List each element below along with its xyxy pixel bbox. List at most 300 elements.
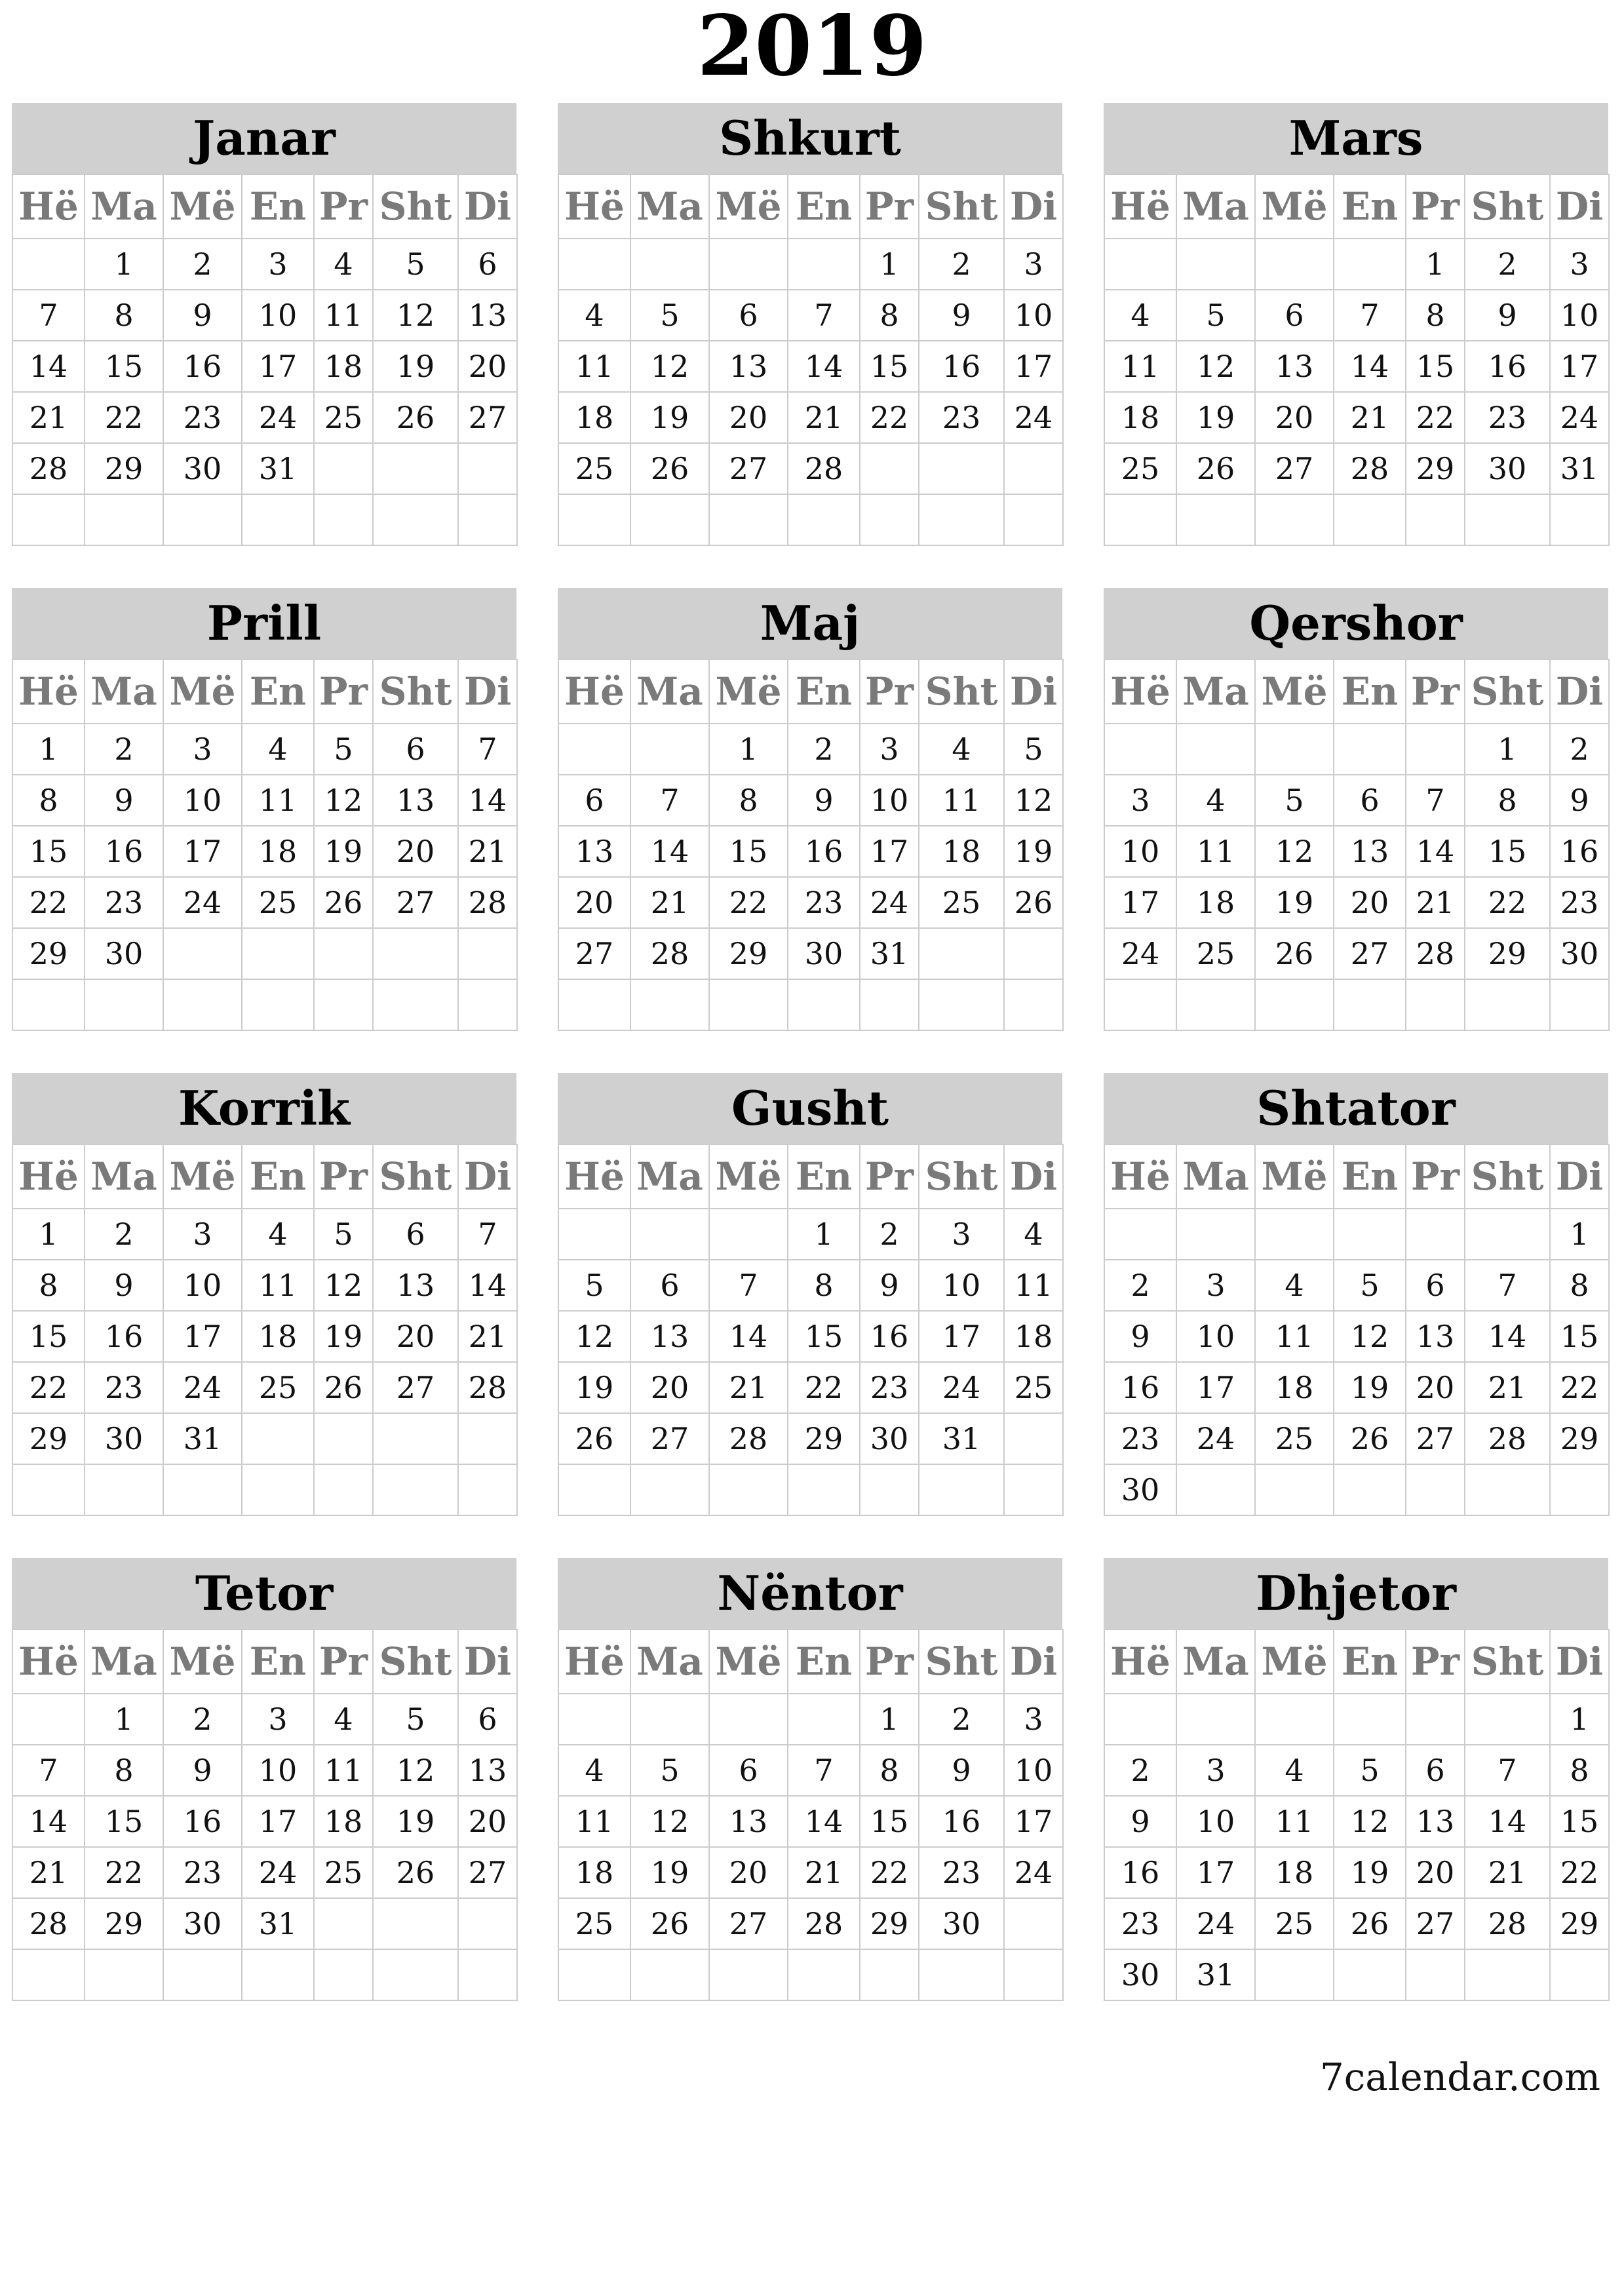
- month-grid: [12, 659, 518, 1031]
- day-cell: 15: [1550, 1311, 1609, 1362]
- weekday-label: Di: [1004, 659, 1063, 724]
- day-cell: [709, 1949, 788, 2000]
- day-cell: [242, 979, 314, 1030]
- day-cell: 28: [1334, 443, 1406, 494]
- day-cell: 20: [373, 1311, 458, 1362]
- day-cell: [1255, 239, 1334, 290]
- day-cell: 5: [373, 1694, 458, 1745]
- day-cell: [860, 1464, 919, 1515]
- day-cell: 8: [12, 1260, 85, 1311]
- day-cell: 3: [1550, 239, 1609, 290]
- day-cell: 1: [85, 239, 163, 290]
- day-cell: [458, 1898, 517, 1949]
- week-row: [1104, 443, 1609, 494]
- day-cell: [1334, 1694, 1406, 1745]
- day-cell: 8: [860, 1745, 919, 1796]
- day-cell: [1176, 1209, 1255, 1260]
- day-cell: 28: [709, 1413, 788, 1464]
- day-cell: 4: [558, 290, 630, 341]
- day-cell: [1465, 1464, 1550, 1515]
- day-cell: [788, 1949, 860, 2000]
- day-cell: [12, 979, 85, 1030]
- day-cell: 16: [788, 826, 860, 877]
- day-cell: 22: [1406, 392, 1465, 443]
- day-cell: 12: [314, 1260, 373, 1311]
- day-cell: 6: [1406, 1260, 1465, 1311]
- weekday-label: Pr: [1406, 659, 1465, 724]
- day-cell: 25: [1004, 1362, 1063, 1413]
- day-cell: 12: [314, 775, 373, 826]
- day-cell: 14: [458, 775, 517, 826]
- day-cell: 24: [1550, 392, 1609, 443]
- day-cell: 9: [1465, 290, 1550, 341]
- weekday-label: Sht: [1465, 174, 1550, 239]
- day-cell: 23: [163, 1847, 242, 1898]
- day-cell: 14: [788, 341, 860, 392]
- day-cell: 16: [1104, 1362, 1176, 1413]
- day-cell: 29: [12, 1413, 85, 1464]
- week-row: [558, 1949, 1063, 2000]
- weekday-label: Pr: [860, 174, 919, 239]
- day-cell: 28: [458, 1362, 517, 1413]
- week-row: [558, 775, 1063, 826]
- weekday-label: Pr: [1406, 174, 1465, 239]
- day-cell: 28: [630, 928, 709, 979]
- day-cell: [373, 1464, 458, 1515]
- day-cell: 20: [458, 1796, 517, 1847]
- day-cell: 6: [558, 775, 630, 826]
- day-cell: [788, 1694, 860, 1745]
- day-cell: [373, 979, 458, 1030]
- weekday-label: Pr: [1406, 1144, 1465, 1209]
- day-cell: [1550, 1949, 1609, 2000]
- weekday-label: Di: [1004, 174, 1063, 239]
- day-cell: 5: [630, 290, 709, 341]
- day-cell: [709, 1464, 788, 1515]
- weekday-label: Pr: [314, 1144, 373, 1209]
- weekday-label: Di: [1550, 1144, 1609, 1209]
- week-row: [12, 1796, 517, 1847]
- day-cell: 7: [630, 775, 709, 826]
- weekday-label: Ma: [85, 659, 163, 724]
- weekday-label: En: [242, 1144, 314, 1209]
- day-cell: [709, 239, 788, 290]
- day-cell: 6: [1406, 1745, 1465, 1796]
- month-name: Qershor: [1104, 588, 1608, 659]
- weekday-label: Ma: [1176, 659, 1255, 724]
- day-cell: 5: [630, 1745, 709, 1796]
- weekday-label: Sht: [1465, 659, 1550, 724]
- week-row: [1104, 1362, 1609, 1413]
- month-name: Dhjetor: [1104, 1558, 1608, 1629]
- day-cell: 21: [458, 1311, 517, 1362]
- day-cell: 11: [919, 775, 1004, 826]
- day-cell: 20: [1334, 877, 1406, 928]
- weekday-label: En: [1334, 1144, 1406, 1209]
- day-cell: 3: [1004, 1694, 1063, 1745]
- week-row: [12, 392, 517, 443]
- weekday-label: Hë: [558, 174, 630, 239]
- month-calendar: [12, 103, 516, 547]
- day-cell: [709, 494, 788, 545]
- day-cell: [709, 1694, 788, 1745]
- month-name: Gusht: [558, 1073, 1062, 1144]
- day-cell: [788, 1464, 860, 1515]
- weekday-label: Më: [1255, 174, 1334, 239]
- weekday-label: Më: [163, 174, 242, 239]
- day-cell: 15: [85, 341, 163, 392]
- weekday-label: Ma: [85, 174, 163, 239]
- week-row: [1104, 979, 1609, 1030]
- site-link[interactable]: 7calendar.com: [1319, 2055, 1600, 2099]
- day-cell: 23: [85, 1362, 163, 1413]
- day-cell: 17: [1176, 1362, 1255, 1413]
- day-cell: 24: [1004, 392, 1063, 443]
- week-row: [558, 239, 1063, 290]
- weekday-label: Ma: [630, 174, 709, 239]
- day-cell: [314, 1464, 373, 1515]
- weekday-label: Hë: [558, 1629, 630, 1694]
- day-cell: 29: [1550, 1898, 1609, 1949]
- day-cell: 25: [314, 392, 373, 443]
- month-calendar: [12, 588, 516, 1032]
- day-cell: 6: [458, 1694, 517, 1745]
- day-cell: 2: [85, 724, 163, 775]
- week-row: [12, 724, 517, 775]
- day-cell: 7: [788, 290, 860, 341]
- day-cell: [1465, 979, 1550, 1030]
- day-cell: [558, 494, 630, 545]
- day-cell: 26: [373, 1847, 458, 1898]
- weekday-label: Di: [458, 1144, 517, 1209]
- day-cell: 6: [1334, 775, 1406, 826]
- day-cell: 1: [1465, 724, 1550, 775]
- weekday-header-row: [1104, 659, 1609, 724]
- week-row: [1104, 494, 1609, 545]
- day-cell: 17: [163, 1311, 242, 1362]
- day-cell: 22: [12, 877, 85, 928]
- day-cell: 5: [1004, 724, 1063, 775]
- day-cell: [1550, 1464, 1609, 1515]
- day-cell: 10: [860, 775, 919, 826]
- day-cell: 27: [458, 1847, 517, 1898]
- week-row: [1104, 392, 1609, 443]
- day-cell: 10: [1176, 1796, 1255, 1847]
- day-cell: [1406, 1464, 1465, 1515]
- day-cell: 16: [860, 1311, 919, 1362]
- week-row: [1104, 1260, 1609, 1311]
- day-cell: 3: [1004, 239, 1063, 290]
- day-cell: 29: [1465, 928, 1550, 979]
- weekday-label: Ma: [1176, 1144, 1255, 1209]
- day-cell: 2: [1465, 239, 1550, 290]
- month-name: Korrik: [12, 1073, 516, 1144]
- month-calendar: [558, 1558, 1062, 2002]
- week-row: [12, 826, 517, 877]
- day-cell: 27: [1334, 928, 1406, 979]
- day-cell: 14: [788, 1796, 860, 1847]
- day-cell: 28: [12, 443, 85, 494]
- day-cell: 15: [12, 1311, 85, 1362]
- day-cell: [1465, 1949, 1550, 2000]
- day-cell: 20: [630, 1362, 709, 1413]
- day-cell: 4: [1255, 1745, 1334, 1796]
- day-cell: 20: [1255, 392, 1334, 443]
- day-cell: 23: [1104, 1413, 1176, 1464]
- month-calendar: [12, 1558, 516, 2002]
- week-row: [12, 1898, 517, 1949]
- day-cell: [1104, 724, 1176, 775]
- day-cell: 30: [919, 1898, 1004, 1949]
- day-cell: [1255, 724, 1334, 775]
- month-name: Mars: [1104, 103, 1608, 174]
- day-cell: 15: [860, 341, 919, 392]
- week-row: [12, 1694, 517, 1745]
- weekday-header-row: [558, 1144, 1063, 1209]
- week-row: [12, 1464, 517, 1515]
- day-cell: 30: [85, 928, 163, 979]
- week-row: [558, 877, 1063, 928]
- day-cell: 24: [163, 1362, 242, 1413]
- week-row: [12, 1362, 517, 1413]
- day-cell: 31: [242, 443, 314, 494]
- week-row: [1104, 1694, 1609, 1745]
- day-cell: [1255, 1464, 1334, 1515]
- day-cell: 2: [919, 239, 1004, 290]
- week-row: [558, 724, 1063, 775]
- day-cell: 3: [1104, 775, 1176, 826]
- day-cell: 26: [1004, 877, 1063, 928]
- day-cell: 4: [1104, 290, 1176, 341]
- day-cell: [788, 979, 860, 1030]
- day-cell: 17: [1104, 877, 1176, 928]
- day-cell: 11: [1104, 341, 1176, 392]
- weekday-label: Pr: [860, 659, 919, 724]
- day-cell: 20: [1406, 1362, 1465, 1413]
- day-cell: [558, 1694, 630, 1745]
- day-cell: 30: [1465, 443, 1550, 494]
- day-cell: [163, 494, 242, 545]
- day-cell: 22: [1465, 877, 1550, 928]
- weekday-header-row: [12, 1144, 517, 1209]
- week-row: [12, 1949, 517, 2000]
- day-cell: 26: [1255, 928, 1334, 979]
- day-cell: [1334, 724, 1406, 775]
- month-calendar: [558, 103, 1062, 547]
- day-cell: [1176, 1464, 1255, 1515]
- month-calendar: [558, 1073, 1062, 1517]
- day-cell: [1334, 494, 1406, 545]
- day-cell: [1406, 1694, 1465, 1745]
- day-cell: 4: [314, 1694, 373, 1745]
- day-cell: [1550, 979, 1609, 1030]
- week-row: [558, 1209, 1063, 1260]
- day-cell: 3: [919, 1209, 1004, 1260]
- day-cell: [1465, 1694, 1550, 1745]
- day-cell: 15: [860, 1796, 919, 1847]
- day-cell: [1334, 1209, 1406, 1260]
- day-cell: 11: [242, 1260, 314, 1311]
- day-cell: [630, 979, 709, 1030]
- day-cell: 26: [1334, 1898, 1406, 1949]
- day-cell: 9: [85, 775, 163, 826]
- day-cell: [373, 443, 458, 494]
- weekday-label: Di: [1004, 1144, 1063, 1209]
- day-cell: [788, 239, 860, 290]
- month-grid: [558, 659, 1064, 1031]
- week-row: [558, 1413, 1063, 1464]
- week-row: [558, 1260, 1063, 1311]
- day-cell: 6: [458, 239, 517, 290]
- day-cell: 1: [709, 724, 788, 775]
- day-cell: [860, 979, 919, 1030]
- day-cell: 16: [919, 1796, 1004, 1847]
- day-cell: 1: [85, 1694, 163, 1745]
- week-row: [1104, 1745, 1609, 1796]
- day-cell: 18: [1176, 877, 1255, 928]
- day-cell: [1004, 494, 1063, 545]
- day-cell: 23: [1104, 1898, 1176, 1949]
- day-cell: 1: [788, 1209, 860, 1260]
- day-cell: [12, 1464, 85, 1515]
- weekday-label: Pr: [314, 174, 373, 239]
- day-cell: [630, 494, 709, 545]
- day-cell: [709, 1209, 788, 1260]
- day-cell: 14: [709, 1311, 788, 1362]
- month-grid: [1104, 1144, 1610, 1516]
- day-cell: 24: [1004, 1847, 1063, 1898]
- weekday-label: Sht: [919, 174, 1004, 239]
- day-cell: 2: [163, 239, 242, 290]
- weekday-header-row: [558, 1629, 1063, 1694]
- day-cell: 8: [85, 290, 163, 341]
- day-cell: 22: [860, 392, 919, 443]
- day-cell: 10: [1004, 1745, 1063, 1796]
- day-cell: 26: [1334, 1413, 1406, 1464]
- weekday-label: Pr: [860, 1629, 919, 1694]
- month-calendar: [1104, 588, 1608, 1032]
- week-row: [1104, 239, 1609, 290]
- day-cell: 11: [1255, 1311, 1334, 1362]
- day-cell: 11: [1255, 1796, 1334, 1847]
- day-cell: 11: [314, 1745, 373, 1796]
- month-grid: [12, 1629, 518, 2001]
- weekday-label: Hë: [1104, 1629, 1176, 1694]
- day-cell: [314, 1898, 373, 1949]
- day-cell: 16: [163, 1796, 242, 1847]
- weekday-label: Më: [163, 1629, 242, 1694]
- day-cell: 25: [1255, 1898, 1334, 1949]
- day-cell: 7: [12, 290, 85, 341]
- day-cell: [1550, 494, 1609, 545]
- day-cell: [85, 494, 163, 545]
- week-row: [1104, 1796, 1609, 1847]
- weekday-label: Hë: [12, 1629, 85, 1694]
- day-cell: [242, 494, 314, 545]
- day-cell: 27: [1406, 1413, 1465, 1464]
- day-cell: 19: [558, 1362, 630, 1413]
- day-cell: 4: [1255, 1260, 1334, 1311]
- day-cell: 23: [163, 392, 242, 443]
- day-cell: [1255, 979, 1334, 1030]
- weekday-label: Sht: [373, 1629, 458, 1694]
- day-cell: 16: [1465, 341, 1550, 392]
- weekday-label: Hë: [1104, 1144, 1176, 1209]
- week-row: [1104, 1311, 1609, 1362]
- day-cell: [458, 1464, 517, 1515]
- day-cell: [1004, 979, 1063, 1030]
- day-cell: 30: [1550, 928, 1609, 979]
- day-cell: [1334, 1464, 1406, 1515]
- day-cell: 21: [1465, 1847, 1550, 1898]
- day-cell: 17: [242, 1796, 314, 1847]
- day-cell: 5: [1176, 290, 1255, 341]
- day-cell: [1176, 494, 1255, 545]
- week-row: [1104, 1209, 1609, 1260]
- day-cell: 6: [709, 1745, 788, 1796]
- day-cell: 27: [458, 392, 517, 443]
- weekday-label: Di: [1550, 659, 1609, 724]
- day-cell: [919, 1464, 1004, 1515]
- day-cell: 30: [788, 928, 860, 979]
- day-cell: 1: [12, 1209, 85, 1260]
- weekday-label: Ma: [85, 1144, 163, 1209]
- day-cell: 25: [242, 877, 314, 928]
- week-row: [12, 239, 517, 290]
- day-cell: 19: [630, 1847, 709, 1898]
- weekday-label: Ma: [630, 1629, 709, 1694]
- day-cell: [558, 1464, 630, 1515]
- day-cell: [373, 928, 458, 979]
- day-cell: [1334, 979, 1406, 1030]
- year-title: 2019: [697, 0, 927, 94]
- day-cell: 30: [163, 1898, 242, 1949]
- weekday-label: Më: [1255, 659, 1334, 724]
- day-cell: 12: [1334, 1796, 1406, 1847]
- weekday-label: Di: [458, 174, 517, 239]
- weekday-label: En: [788, 659, 860, 724]
- day-cell: 29: [860, 1898, 919, 1949]
- day-cell: [458, 979, 517, 1030]
- day-cell: 21: [12, 1847, 85, 1898]
- day-cell: 3: [163, 724, 242, 775]
- day-cell: 7: [458, 1209, 517, 1260]
- weekday-header-row: [12, 659, 517, 724]
- week-row: [12, 443, 517, 494]
- day-cell: 29: [85, 443, 163, 494]
- day-cell: 18: [1004, 1311, 1063, 1362]
- weekday-label: Më: [163, 659, 242, 724]
- day-cell: 7: [1334, 290, 1406, 341]
- weekday-label: Më: [1255, 1144, 1334, 1209]
- day-cell: 4: [314, 239, 373, 290]
- week-row: [558, 1796, 1063, 1847]
- day-cell: [1104, 239, 1176, 290]
- day-cell: 18: [558, 1847, 630, 1898]
- day-cell: 15: [12, 826, 85, 877]
- month-grid: [12, 1144, 518, 1516]
- day-cell: 17: [1004, 341, 1063, 392]
- day-cell: 5: [558, 1260, 630, 1311]
- week-row: [12, 979, 517, 1030]
- weekday-label: Hë: [558, 659, 630, 724]
- month-grid: [12, 174, 518, 546]
- day-cell: 12: [558, 1311, 630, 1362]
- day-cell: 24: [242, 1847, 314, 1898]
- day-cell: 30: [1104, 1949, 1176, 2000]
- weekday-label: Hë: [558, 1144, 630, 1209]
- day-cell: [1004, 1413, 1063, 1464]
